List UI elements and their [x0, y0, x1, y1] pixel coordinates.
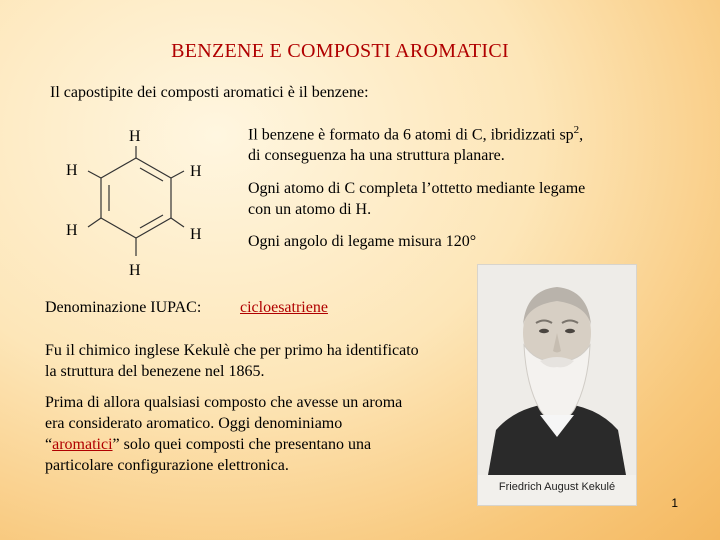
hybridization-text: Il benzene è formato da 6 atomi di C, ibridizzati $sp^2$, di conseguenza ha una struttura planare. — [248, 124, 584, 165]
hydrogen-label: H — [66, 222, 78, 239]
hydrogen-label: H — [129, 128, 141, 145]
ch-bond — [171, 218, 184, 227]
ch-bond — [171, 171, 184, 178]
hydrogen-label: H — [190, 226, 202, 243]
kekule-portrait — [477, 264, 637, 506]
intro-text: Il capostipite dei composti aromatici è il benzene: — [50, 84, 369, 101]
bond-angle-text: Ogni angolo di legame misura 120° — [248, 233, 477, 250]
double-bond — [140, 168, 163, 181]
slide-title: BENZENE E COMPOSTI AROMATICI — [171, 40, 509, 62]
portrait-caption: Friedrich August Kekulé — [498, 481, 616, 493]
iupac-name: cicloesatriene — [240, 299, 328, 316]
page-number: 1 — [671, 496, 678, 510]
hydrogen-label: H — [66, 162, 78, 179]
ring-bond — [101, 218, 136, 238]
hydrogen-label: H — [190, 163, 202, 180]
octet-text: Ogni atomo di C completa l’ottetto mediante legame con un atomo di H. — [248, 180, 586, 218]
hydrogen-label: H — [129, 262, 141, 279]
iupac-label: Denominazione IUPAC: — [45, 299, 202, 316]
kekule-text: Fu il chimico inglese Kekulè che per primo ha identificato la struttura del benezene nel 1865. — [45, 342, 419, 380]
portrait-image — [478, 265, 636, 475]
aromatici-term: aromatici — [52, 436, 113, 453]
ch-bond — [88, 171, 101, 178]
double-bond — [140, 215, 163, 228]
ring-bond — [101, 158, 136, 178]
aromatic-definition-text: Prima di allora qualsiasi composto che avesse un aroma era considerato aromatico. Oggi denominiamo “aromatici” solo quei composti che presentano una particolare configurazione elettronica. — [45, 394, 403, 474]
ch-bond — [88, 218, 101, 227]
